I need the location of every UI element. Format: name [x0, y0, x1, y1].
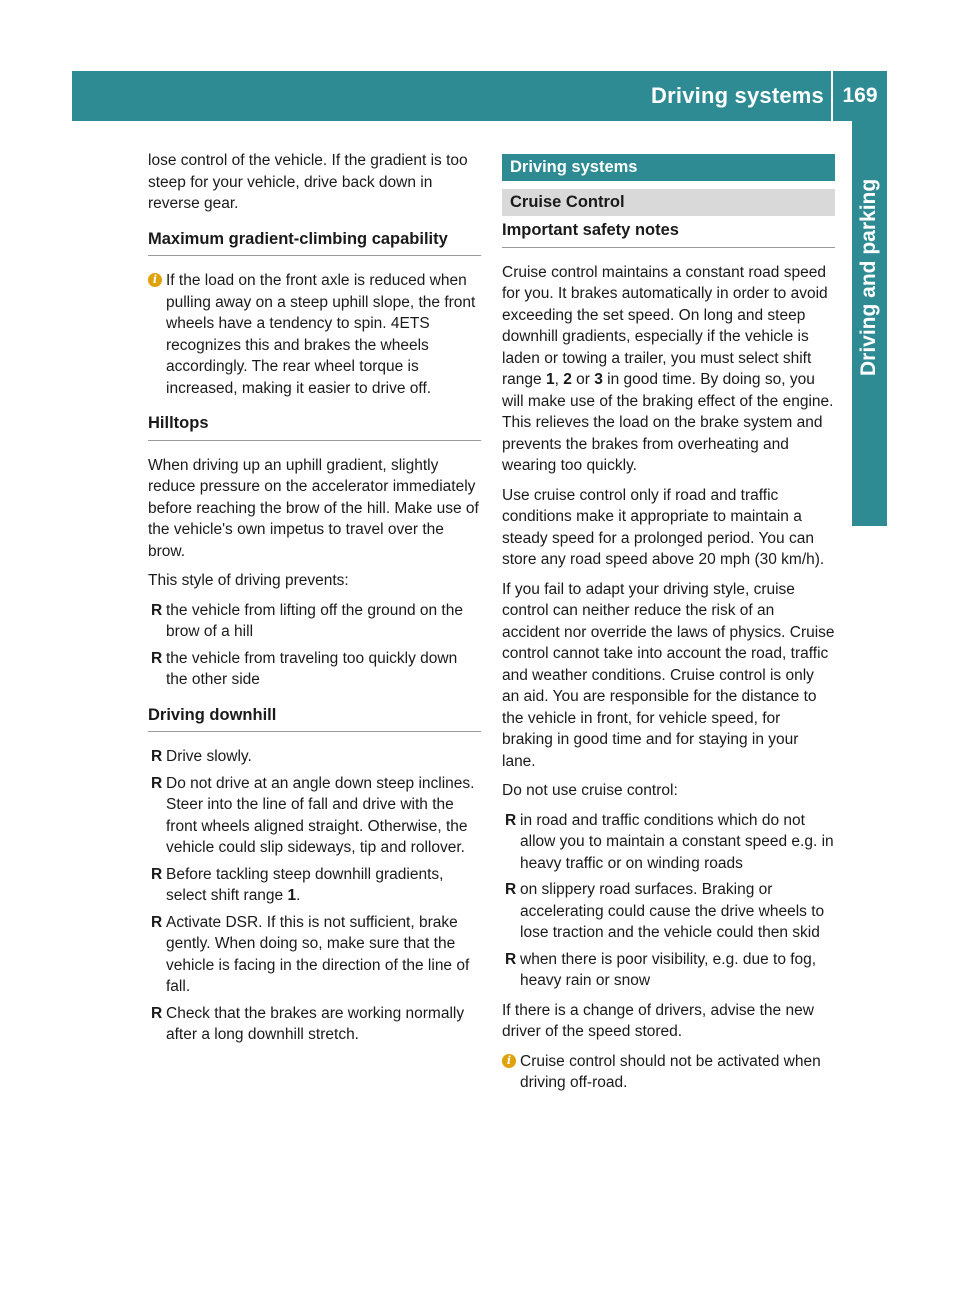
bullet-icon: R	[151, 913, 163, 931]
cruise-paragraph-3: If you fail to adapt your driving style, cruise control can neither reduce the risk of an accident nor override the laws of physics. Cruise control cannot take into account the road, traffic and weather conditions. Cruise control is only an aid. You are responsible for the distance to the vehicle in front, for vehicle speed, for braking in good time and for staying in your lane.	[502, 580, 835, 770]
bullet-icon: R	[151, 1004, 163, 1022]
left-column	[148, 150, 481, 1054]
bullet-icon: R	[151, 649, 163, 667]
info-note-gradient	[148, 270, 481, 399]
list-item: R Do not drive at an angle down steep inclines. Steer into the line of fall and drive with the front wheels aligned straight. Otherwise, the vehicle could slip sideways, tip and rollover.	[151, 774, 475, 856]
bullet-icon: R	[505, 950, 517, 968]
list-item: R in road and traffic conditions which do not allow you to maintain a constant speed e.g. in heavy traffic or on winding roads	[505, 811, 834, 872]
cruise-paragraph-1: Cruise control maintains a constant road speed for you. It brakes automatically in order to avoid exceeding the set speed. On long and steep downhill gradients, especially if the vehicle is laden or towing a trailer, you must select shift range 1, 2 or 3 in good time. By doing so, you will make use of the braking effect of the engine. This relieves the load on the brake system and prevents the brakes from overheating and wearing too quickly.	[502, 263, 834, 474]
list-item: R the vehicle from lifting off the ground on the brow of a hill	[151, 601, 463, 640]
info-note-text: Cruise control should not be activated when driving off-road.	[520, 1052, 821, 1091]
list-item: R Activate DSR. If this is not sufficient, brake gently. When doing so, make sure that the vehicle is facing in the direction of the line of fall.	[151, 913, 470, 995]
info-icon: i	[148, 273, 162, 287]
intro-paragraph: lose control of the vehicle. If the gradient is too steep for your vehicle, drive back down in reverse gear.	[148, 152, 468, 212]
hilltops-prevents: This style of driving prevents:	[148, 572, 349, 589]
cruise-paragraph-2: Use cruise control only if road and traffic conditions make it appropriate to maintain a steady speed for a prolonged period. You can store any road speed above 20 mph (30 km/h).	[502, 486, 825, 568]
bullet-icon: R	[505, 811, 517, 829]
cruise-paragraph-5: If there is a change of drivers, advise the new driver of the speed stored.	[502, 1001, 814, 1040]
cruise-list	[502, 810, 835, 992]
page-number: 169	[842, 84, 878, 107]
list-item: R on slippery road surfaces. Braking or accelerating could cause the drive wheels to lose traction and the vehicle could then skid	[505, 881, 825, 941]
right-column	[502, 150, 835, 1102]
list-item: R Before tackling steep downhill gradients, select shift range 1.	[151, 865, 444, 904]
list-item: R the vehicle from traveling too quickly down the other side	[151, 649, 458, 688]
heading-safety-notes: Important safety notes	[502, 220, 835, 248]
bullet-icon: R	[151, 865, 163, 883]
heading-hilltops: Hilltops	[148, 413, 481, 441]
list-item: R Check that the brakes are working normally after a long downhill stretch.	[151, 1004, 465, 1043]
page-header-title: Driving systems	[651, 83, 824, 108]
bullet-icon: R	[151, 601, 163, 619]
hilltops-paragraph: When driving up an uphill gradient, slightly reduce pressure on the accelerator immediately before reaching the brow of the hill. Make use of the vehicle's own impetus to travel over the brow.	[148, 456, 479, 560]
section-title-bar: Driving systems	[502, 154, 835, 181]
heading-driving-downhill: Driving downhill	[148, 705, 481, 733]
list-item: R Drive slowly.	[148, 746, 481, 768]
cruise-paragraph-4: Do not use cruise control:	[502, 782, 678, 799]
chapter-side-label: Driving and parking	[857, 178, 880, 376]
list-item: R when there is poor visibility, e.g. due to fog, heavy rain or snow	[505, 950, 817, 989]
info-note-text: If the load on the front axle is reduced when pulling away on a steep uphill slope, the front wheels have a tendency to spin. 4ETS recognizes this and brakes the wheels accordingly. The rear wheel torque is increased, making it easier to drive off.	[166, 272, 476, 397]
downhill-list	[148, 746, 481, 1046]
bullet-icon: R	[151, 748, 163, 765]
bullet-icon: R	[505, 881, 517, 898]
heading-gradient-climbing: Maximum gradient-climbing capability	[148, 229, 481, 257]
hilltops-list	[148, 600, 481, 691]
info-icon: i	[502, 1054, 516, 1068]
info-note-offroad	[502, 1051, 835, 1094]
side-tab-marker	[852, 500, 887, 526]
subsection-title-bar: Cruise Control	[502, 189, 835, 216]
bullet-icon: R	[151, 774, 163, 792]
